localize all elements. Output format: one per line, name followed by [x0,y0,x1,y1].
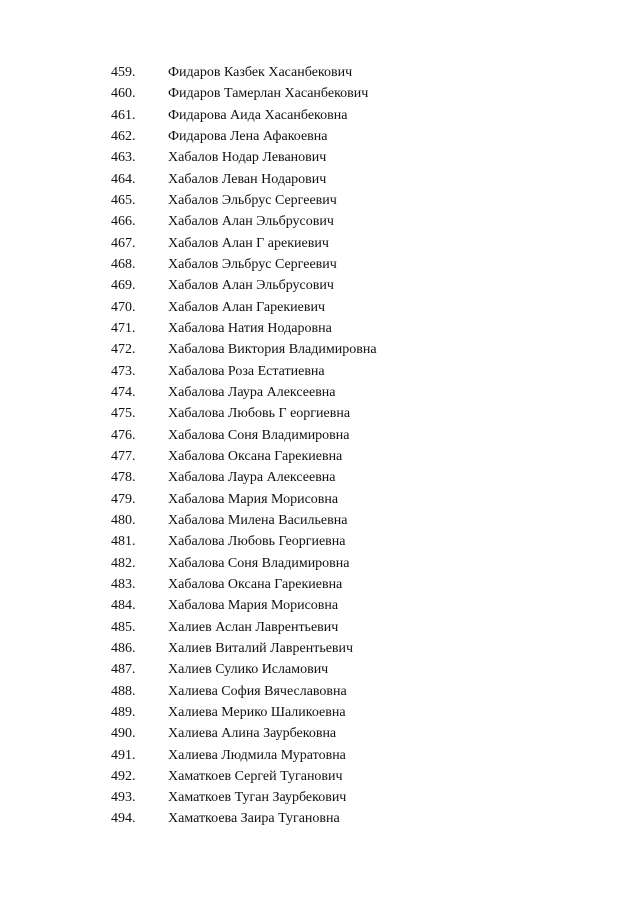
item-number: 467. [111,235,136,251]
list-item [0,254,640,275]
list-item [0,808,640,829]
person-name: Халиева Алина Заурбековна [168,726,337,742]
list-item [0,339,640,360]
list-item [0,617,640,638]
list-item [0,403,640,424]
person-name: Хабалов Леван Нодарович [168,171,327,187]
item-number: 483. [111,576,136,592]
person-name: Хабалов Алан Г арекиевич [168,235,329,251]
person-name: Хабалова Лаура Алексеевна [168,384,336,400]
person-name: Халиев Аслан Лаврентьевич [168,619,339,635]
list-item [0,275,640,296]
list-item [0,190,640,211]
item-number: 471. [111,320,136,336]
list-item [0,787,640,808]
list-item [0,382,640,403]
person-name: Фидаров Тамерлан Хасанбекович [168,86,369,102]
item-number: 482. [111,555,136,571]
list-item [0,233,640,254]
item-number: 470. [111,299,136,315]
item-number: 490. [111,726,136,742]
list-item [0,361,640,382]
person-name: Хабалов Алан Эльбрусович [168,278,334,294]
item-number: 494. [111,811,136,827]
person-name: Хабалова Соня Владимировна [168,427,350,443]
item-number: 476. [111,427,136,443]
person-name: Хаматкоева Заира Тугановна [168,811,340,827]
list-item [0,681,640,702]
item-number: 469. [111,278,136,294]
person-name: Хабалова Соня Владимировна [168,555,350,571]
list-item [0,62,640,83]
person-name: Хабалов Алан Эльбрусович [168,214,334,230]
item-number: 491. [111,747,136,763]
item-number: 484. [111,598,136,614]
item-number: 480. [111,512,136,528]
person-name: Хабалов Нодар Леванович [168,150,327,166]
person-name: Хабалова Натия Нодаровна [168,320,332,336]
item-number: 462. [111,128,136,144]
list-item [0,147,640,168]
person-name: Халиева Мерико Шаликоевна [168,704,346,720]
item-number: 493. [111,790,136,806]
list-item [0,766,640,787]
person-name: Халиева София Вячеславовна [168,683,347,699]
person-name: Хабалова Лаура Алексеевна [168,470,336,486]
item-number: 465. [111,192,136,208]
item-number: 492. [111,768,136,784]
person-name: Хабалова Мария Морисовна [168,598,339,614]
list-item [0,297,640,318]
list-item [0,83,640,104]
list-item [0,446,640,467]
person-name: Хабалова Виктория Владимировна [168,342,377,358]
item-number: 466. [111,214,136,230]
person-name: Хабалова Оксана Гарекиевна [168,448,343,464]
list-item [0,745,640,766]
list-item [0,510,640,531]
item-number: 485. [111,619,136,635]
person-name: Хабалова Роза Естатиевна [168,363,325,379]
list-item [0,318,640,339]
list-item [0,659,640,680]
item-number: 487. [111,662,136,678]
item-number: 464. [111,171,136,187]
list-item [0,105,640,126]
list-item [0,425,640,446]
item-number: 478. [111,470,136,486]
list-item [0,169,640,190]
list-item [0,702,640,723]
person-name: Хабалова Любовь Георгиевна [168,534,346,550]
person-name: Фидарова Лена Афакоевна [168,128,328,144]
list-item [0,531,640,552]
person-name: Халиев Виталий Лаврентьевич [168,640,354,656]
item-number: 481. [111,534,136,550]
list-item [0,574,640,595]
item-number: 475. [111,406,136,422]
item-number: 486. [111,640,136,656]
person-name: Хабалова Мария Морисовна [168,491,339,507]
item-number: 463. [111,150,136,166]
person-name: Фидаров Казбек Хасанбекович [168,65,353,80]
list-item [0,126,640,147]
person-name: Фидарова Аида Хасанбековна [168,107,348,123]
item-number: 460. [111,86,136,102]
item-number: 477. [111,448,136,464]
list-item [0,638,640,659]
person-name: Халиева Людмила Муратовна [168,747,346,763]
item-number: 488. [111,683,136,699]
item-number: 489. [111,704,136,720]
item-number: 472. [111,342,136,358]
person-name: Хабалов Эльбрус Сергеевич [168,192,337,208]
person-name: Хабалова Любовь Г еоргиевна [168,406,351,422]
list-item [0,553,640,574]
person-name: Хабалов Эльбрус Сергеевич [168,256,337,272]
list-item [0,595,640,616]
name-list [0,62,640,830]
item-number: 474. [111,384,136,400]
person-name: Хабалова Оксана Гарекиевна [168,576,343,592]
list-item [0,489,640,510]
person-name: Хаматкоев Туган Заурбекович [168,790,347,806]
item-number: 473. [111,363,136,379]
list-item [0,467,640,488]
person-name: Хабалова Милена Васильевна [168,512,348,528]
item-number: 479. [111,491,136,507]
item-number: 461. [111,107,136,123]
item-number: 459. [111,65,136,80]
list-item [0,211,640,232]
person-name: Халиев Сулико Исламович [168,662,329,678]
person-name: Хаматкоев Сергей Туганович [168,768,343,784]
person-name: Хабалов Алан Гарекиевич [168,299,326,315]
item-number: 468. [111,256,136,272]
list-item [0,723,640,744]
